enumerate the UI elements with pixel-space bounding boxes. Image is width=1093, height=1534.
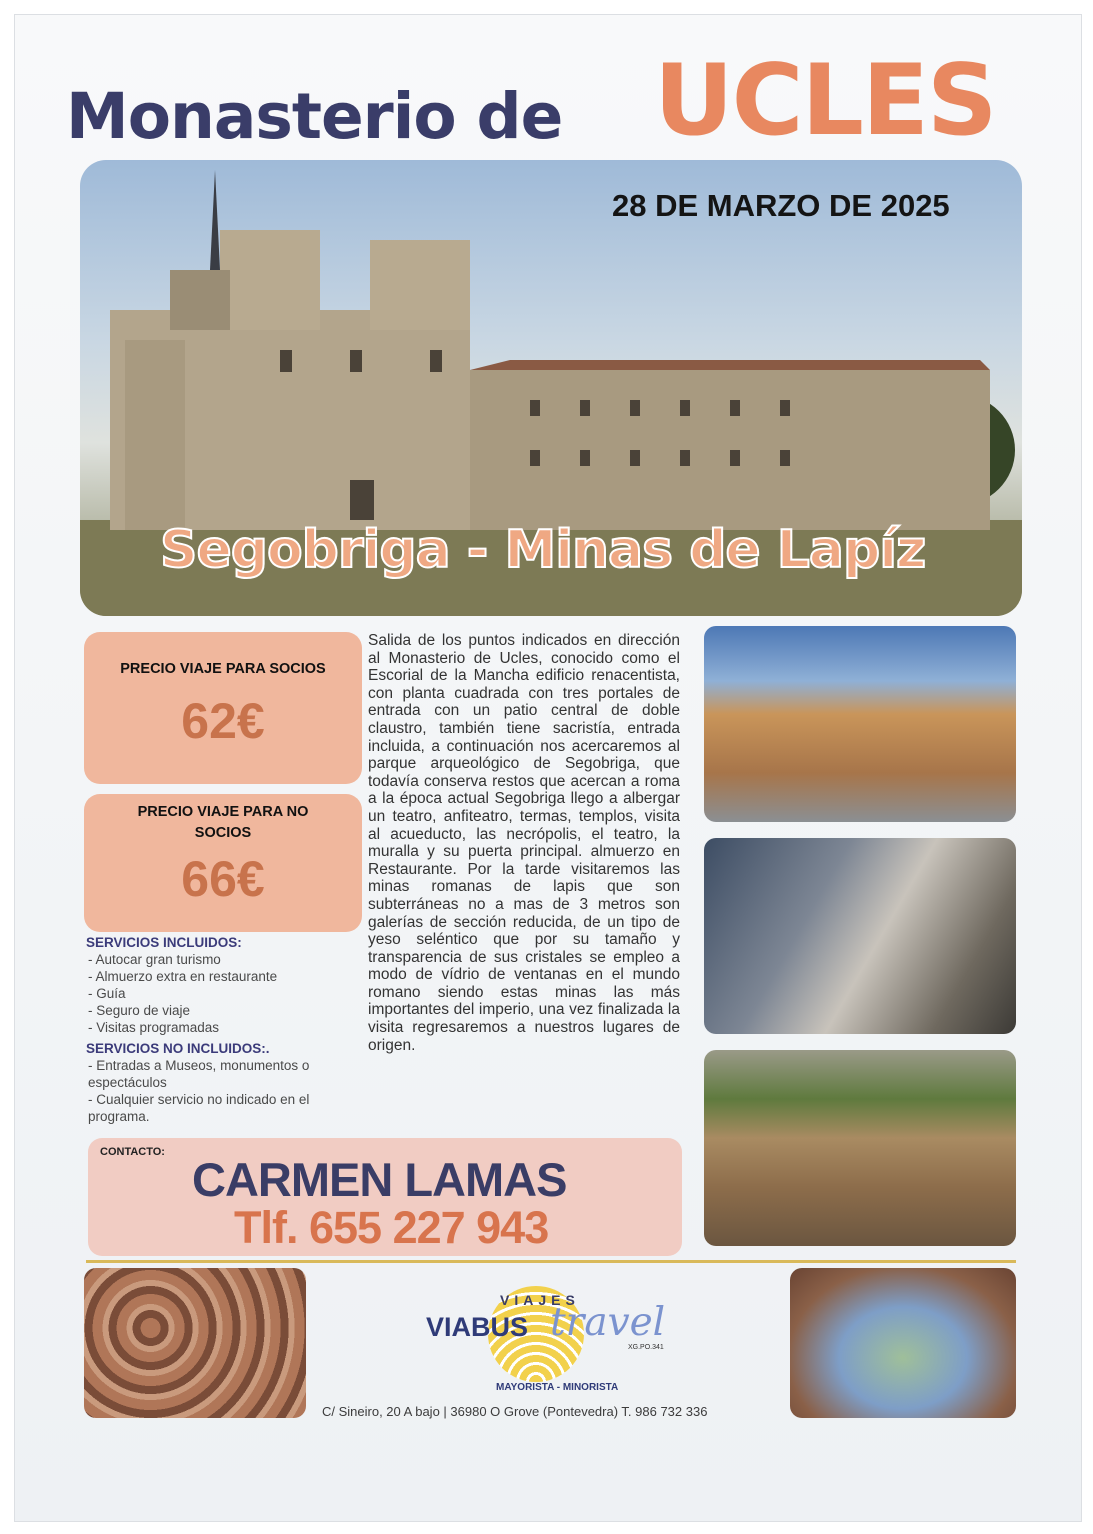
list-item: - Entradas a Museos, monumentos o espectáculos <box>86 1057 358 1091</box>
itinerary-description: Salida de los puntos indicados en dirección al Monasterio de Ucles, conocido como el Escorial de la Mancha edificio renacentista, con planta cuadrada con tres portales de entrada con un patio central de doble claustro, también tiene sacristía, entrada incluida, a continuación nos acercaremos al parque arqueológico de Segobriga, que todavía conserva restos que acercan a roma a la época actual Segobriga llego a albergar un teatro, anfiteatro, termas, templos, visita al acueducto, las necrópolis, el teatro, la muralla y su puerta principal. almuerzo en Restaurante. Por la tarde visitaremos las minas romanas de lapis que son subterráneas no a mas de 3 metros son galerías de sección reducida, de un tipo de yeso seléntico que por su tamaño y transparencia de sus cristales se empleo a modo de vídrio de ventanas en el mundo romano siendo estas minas las más importantes del imperio, una vez finalizada la visita regresaremos a nuestros lugares de origen. <box>368 632 680 1054</box>
logo-travel: travel <box>550 1300 666 1345</box>
photo-cloister <box>704 626 1016 822</box>
logo-license-code: XG.PO.341 <box>628 1344 664 1351</box>
services-excluded-list <box>86 1057 358 1125</box>
route-subtitle: Segobriga - Minas de Lapíz <box>160 520 926 580</box>
price-box-non-members <box>84 794 362 932</box>
contact-box <box>88 1138 682 1256</box>
contact-label: CONTACTO: <box>100 1146 165 1158</box>
list-item: - Cualquier servicio no indicado en el programa. <box>86 1091 358 1125</box>
photo-mine-cave <box>704 838 1016 1034</box>
photo-arch-view <box>790 1268 1016 1418</box>
services-section <box>86 934 358 1125</box>
price-label-members: PRECIO VIAJE PARA SOCIOS <box>120 661 326 677</box>
list-item: - Autocar gran turismo <box>86 951 358 968</box>
title-monasterio: Monasterio de <box>66 80 563 153</box>
list-item: - Guía <box>86 985 358 1002</box>
contact-phone[interactable]: Tlf. 655 227 943 <box>234 1202 549 1253</box>
list-item: - Visitas programadas <box>86 1019 358 1036</box>
title-ucles: UCLES <box>654 44 996 158</box>
price-value-non-members: 66€ <box>181 851 265 907</box>
services-excluded-title: SERVICIOS NO INCLUIDOS:. <box>86 1041 270 1056</box>
services-included-list <box>86 951 358 1036</box>
price-value-members: 62€ <box>181 693 265 749</box>
list-item: - Seguro de viaje <box>86 1002 358 1019</box>
photo-ceiling <box>84 1268 306 1418</box>
agency-address: C/ Sineiro, 20 A bajo | 36980 O Grove (Pontevedra) T. 986 732 336 <box>322 1404 708 1419</box>
services-included-title: SERVICIOS INCLUIDOS: <box>86 935 242 950</box>
price-box-members <box>84 632 362 784</box>
photo-roman-theatre <box>704 1050 1016 1246</box>
price-label-non-members: PRECIO VIAJE PARA NO SOCIOS <box>137 804 309 841</box>
logo-tagline: MAYORISTA - MINORISTA <box>496 1382 619 1393</box>
event-date: 28 DE MARZO DE 2025 <box>612 188 950 223</box>
logo-viabus: VIABUS <box>426 1312 529 1342</box>
logo-viajes: VIAJES <box>500 1292 580 1308</box>
divider <box>86 1260 1016 1263</box>
contact-name: CARMEN LAMAS <box>192 1153 567 1206</box>
page-title <box>66 38 1036 158</box>
list-item: - Almuerzo extra en restaurante <box>86 968 358 985</box>
